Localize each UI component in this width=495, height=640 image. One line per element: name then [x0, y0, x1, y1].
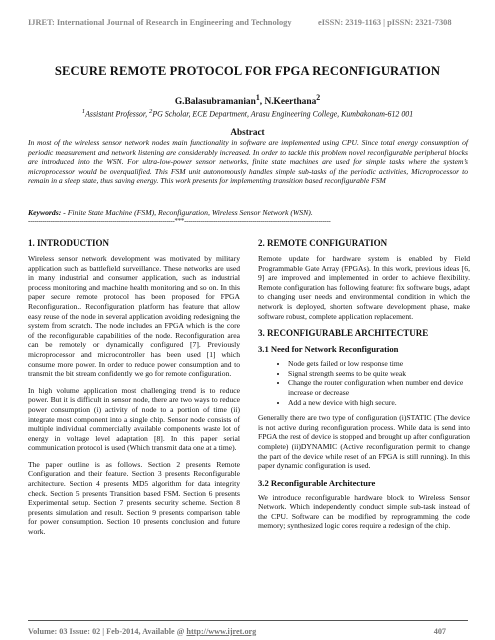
author-line — [0, 93, 495, 107]
remote-config-heading: 2. REMOTE CONFIGURATION — [258, 238, 388, 248]
journal-name: IJRET: International Journal of Research in Engineering and Technology — [28, 18, 292, 27]
config-types-paragraph: Generally there are two type of configuration (i)STATIC (The device is not active during reconfiguration process. While data is send into FPGA the rest of device is stopped and brought up after configuration complete) (ii)DYNAMIC (Active reconfiguration permit to change the part of the device while reset of an FPGA is still running). In this paper dynamic configuration is used. — [258, 413, 470, 471]
footer-rule — [28, 620, 468, 621]
left-column — [28, 238, 240, 544]
author-separator: , — [259, 97, 265, 108]
affil-role-2: PG Scholar, ECE Department, Arasu Engineering College, Kumbakonam-612 001 — [152, 109, 414, 119]
page-number: 407 — [433, 627, 446, 636]
author-1-sup: 1 — [255, 93, 260, 102]
page-footer — [28, 627, 468, 636]
keywords — [28, 208, 468, 217]
author-1: G.Balasubramanian — [174, 97, 256, 108]
author-2: N.Keerthana — [264, 97, 317, 108]
list-item: • Node gets failed or low response time — [288, 359, 470, 369]
affil-role-1: Assistant Professor, — [85, 109, 150, 119]
paper-title: SECURE REMOTE PROTOCOL FOR FPGA RECONFIGURATION — [54, 64, 441, 78]
issn-info: eISSN: 2319-1163 | pISSN: 2321-7308 — [318, 18, 452, 27]
journal-header — [28, 18, 468, 27]
footer-volume: Volume: 03 Issue: 02 | Feb-2014, Available @ — [28, 627, 187, 636]
arch-heading: 3. RECONFIGURABLE ARCHITECTURE — [258, 328, 429, 339]
affil-sup-1: 1 — [81, 108, 86, 115]
keywords-label: Keywords: - — [28, 208, 68, 217]
intro-paragraph-3: The paper outline is as follows. Section 2 presents Remote Configuration and their feature. Section 3 presents Reconfigurable architecture. Section 4 presents MD5 algorithm for data integrity check. Section 5 presents Transition based FSM. Section 6 presents Experimental setup. Section 7 presents security scheme. Section 8 presents simulation and result. Section 9 presents comparison table for power consumption. Section 10 presents conclusion and future work. — [28, 459, 240, 537]
intro-paragraph-2: In high volume application most challenging trend is to reduce power. But it is difficult in sensor node, there are two ways to reduce power consumption (i) activity of node to a portion of time (ii) integrate most component into a single chip. Sensor node consists of multiple individual commercially available components waste lot of energy in voltage level adaptation [8]. In this paper serial communication protocol is used (Which transmit data one at a time). — [28, 385, 240, 453]
abstract-text: In most of the wireless sensor network nodes main functionality in software are implemented using CPU. Since total energy consumption of periodic measurement and network listening are considerably increased. In order to tackle this problem novel reconfigurable peripheral blocks are introduced into the WSN. For ultra-low-power sensor networks, finite state machines are used for simple tasks where the system’s microprocessor would be overqualified. This FSM unit autonomously handles simple sub-tasks of the periodic activities, Microprocessor to remain in a sleep state, thus saving energy. This work presents for implementing transition based reconfigurable FSM — [28, 138, 468, 186]
right-column — [258, 238, 470, 538]
affil-sup-2: 2 — [149, 108, 153, 115]
remote-config-paragraph: Remote update for hardware system is enabled by Field Programmable Gate Array (FPGAs). In this work, previous ideas [6, 9] are improved and implemented in order to achieve flexibility. Remote configuration has following feature: fix software bugs, adapt to changing user needs and environmental condition in which the network is deployed, shorten software development phase, make software robust, complete application replacement. — [258, 254, 470, 321]
list-item: • Add a new device with high secure. — [288, 398, 470, 408]
list-item: • Signal strength seems to be quite weak — [288, 369, 470, 379]
affiliation-line — [0, 108, 495, 119]
keywords-text: Finite State Machine (FSM), Reconfiguration, Wireless Sensor Network (WSN). — [67, 208, 313, 217]
intro-heading: 1. INTRODUCTION — [28, 238, 110, 248]
arch-subheading-1: 3.1 Need for Network Reconfiguration — [258, 344, 399, 355]
section-divider: -----------------------------------------------------------------------***----------------------------------------------------------------------- — [28, 218, 331, 225]
need-list — [258, 359, 470, 407]
author-2-sup: 2 — [316, 93, 321, 102]
journal-link[interactable]: http://www.ijret.org — [186, 627, 257, 636]
list-item: • Change the router configuration when number end device increase or decrease — [288, 378, 470, 397]
arch-paragraph: We introduce reconfigurable hardware block to Wireless Sensor Network. Which independently conduct simple sub-task instead of the CPU. Software can be modified by reprogramming the code memory; synthesized logic cores require a redesign of the chip. — [258, 492, 470, 531]
arch-subheading-2: 3.2 Reconfigurable Architecture — [258, 477, 376, 488]
intro-paragraph-1: Wireless sensor network development was motivated by military application such as battlefield surveillance. These networks are used in many industrial and consumer application, such as industrial process monitoring and machine health monitoring and so on. In this paper secure remote protocol has been proposed for FPGA Reconfiguration.. Reconfiguration platform has feature that allow easy reuse of the node in several application avoiding redesigning the system from scratch. The node includes an FPGA which is the core of the reconfigurable capabilities of the node. Reconfiguration area can be remotely or dynamically configured [7]. Previously microprocessor and microcontroller has been used [1] which consume more power. In order to reduce power consumption and to transmit the bit stream confidently we go for remote configuration. — [28, 254, 240, 379]
abstract-heading: Abstract — [230, 127, 265, 137]
